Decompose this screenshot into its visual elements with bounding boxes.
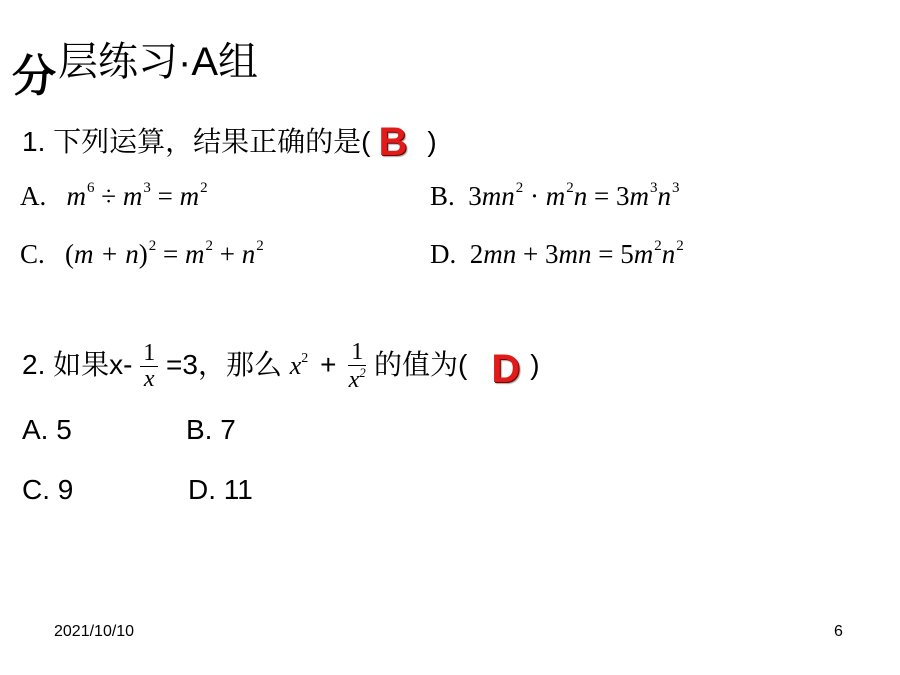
math-exp: 3: [650, 180, 658, 196]
q2-option-b: B. 7: [186, 414, 236, 445]
question-1-answer: B: [378, 120, 408, 164]
math-op: +: [219, 239, 235, 269]
math-exp: 2: [676, 238, 684, 254]
q1-option-b: [430, 180, 680, 212]
math-exp: 2: [148, 238, 157, 254]
question-2-mid: =3，那么: [166, 349, 282, 381]
math-num: 3: [468, 181, 482, 211]
question-1-prompt: [22, 120, 437, 165]
math-exp: 3: [143, 180, 151, 196]
math-op: =: [162, 239, 179, 269]
math-num: 5: [620, 239, 634, 269]
question-2-answer: D: [491, 347, 521, 392]
math-var: m: [179, 181, 200, 211]
math-op: +: [320, 349, 337, 381]
math-var: m: [545, 181, 566, 211]
math-var: n: [573, 181, 588, 211]
math-exp: 2: [654, 238, 662, 254]
footer-date: 2021/10/10: [54, 623, 135, 640]
fraction-numerator: 1: [348, 340, 366, 366]
math-var: mn: [483, 239, 517, 269]
math-var: m: [66, 181, 86, 211]
math-var: n: [661, 239, 676, 269]
math-var: n: [241, 239, 256, 269]
math-exp: 2: [301, 351, 309, 367]
page-number: 6: [834, 623, 843, 640]
math-var: mn: [558, 239, 592, 269]
q2-option-a: A. 5: [22, 414, 72, 445]
q1-option-c: [20, 238, 264, 270]
math-var: m: [629, 181, 649, 211]
question-1-text: 1. 下列运算，结果正确的是(: [22, 126, 371, 157]
page-title: 层练习·A组: [58, 40, 258, 84]
math-expr: m + n: [74, 239, 139, 269]
math-exp: 2: [515, 180, 524, 196]
math-exp: 2: [205, 238, 213, 254]
math-exp: 6: [87, 180, 95, 196]
math-var: m: [122, 181, 143, 211]
math-op: =: [157, 181, 173, 211]
math-op: =: [598, 239, 614, 269]
q2-option-d: D. 11: [188, 474, 253, 505]
math-var: mn: [481, 181, 515, 211]
q1-option-d-label: D.: [430, 239, 457, 269]
fraction-denominator: [348, 366, 366, 393]
math-op: =: [594, 181, 610, 211]
fraction-1-over-x: [140, 341, 158, 392]
question-1-close-paren: ): [427, 126, 437, 157]
math-exp: 2: [359, 365, 366, 381]
math-op: ·: [530, 181, 540, 211]
math-var: m: [633, 239, 654, 269]
math-exp: 2: [566, 180, 574, 196]
q1-option-a: [20, 180, 208, 212]
math-paren: (: [65, 239, 75, 269]
title-first-char: 分: [12, 52, 56, 101]
math-exp: 2: [200, 180, 208, 196]
question-2-close-paren: ): [530, 349, 540, 381]
math-paren: ): [138, 239, 148, 269]
question-2-prompt: [22, 340, 540, 393]
math-var: m: [184, 239, 205, 269]
math-exp: 2: [256, 238, 264, 254]
math-op: ÷: [101, 181, 117, 211]
math-exp: 3: [672, 180, 680, 196]
fraction-1-over-x-squared: [348, 340, 366, 393]
question-2-suffix: 的值为(: [374, 349, 468, 381]
math-var: n: [657, 181, 671, 211]
q1-option-c-label: C.: [20, 239, 45, 269]
question-2-prefix: 2. 如果x-: [22, 349, 133, 381]
q1-option-a-label: A.: [20, 181, 47, 211]
q1-option-b-label: B.: [430, 181, 455, 211]
math-var: x: [348, 367, 360, 394]
fraction-numerator: 1: [140, 341, 158, 367]
math-var: x: [289, 351, 302, 381]
q2-option-c: C. 9: [22, 474, 74, 505]
math-num: 2: [469, 239, 484, 269]
math-num: 3: [544, 239, 559, 269]
math-op: +: [523, 239, 539, 269]
x-squared: [290, 351, 309, 380]
q1-option-d: [430, 238, 684, 270]
fraction-denominator: x: [143, 366, 155, 393]
math-num: 3: [616, 181, 630, 211]
